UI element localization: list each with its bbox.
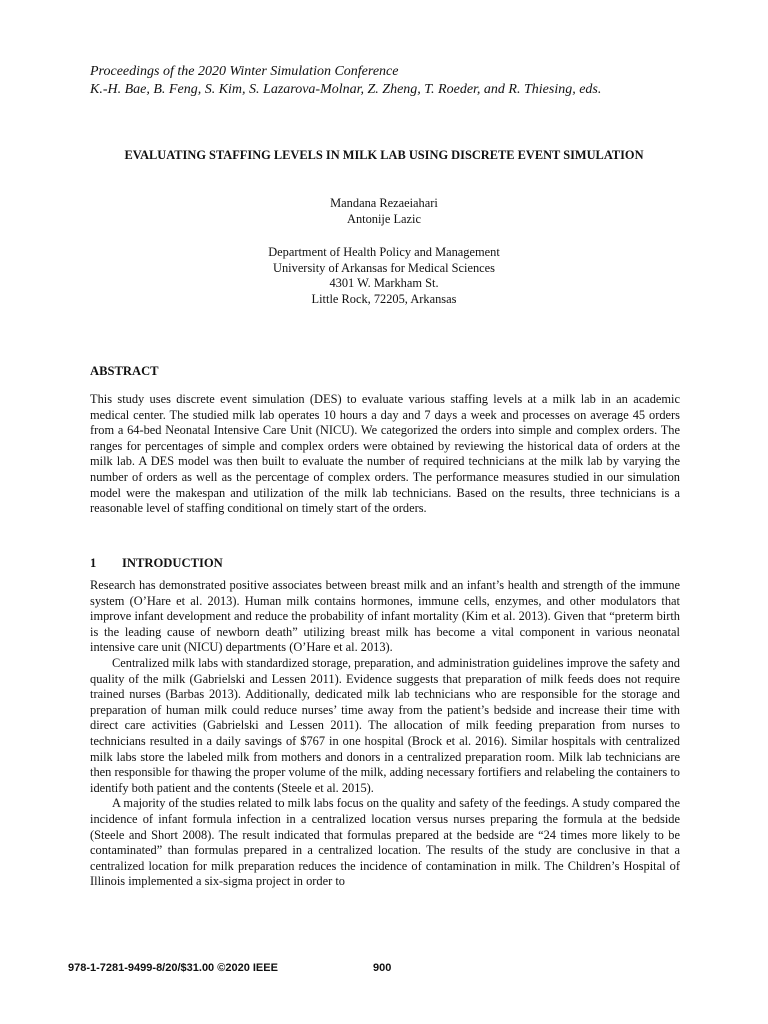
- affiliation-block: [184, 245, 584, 307]
- author-name: Mandana Rezaeiahari: [330, 196, 438, 210]
- paper-title: EVALUATING STAFFING LEVELS IN MILK LAB USING DISCRETE EVENT SIMULATION: [124, 148, 644, 162]
- abstract-heading: ABSTRACT: [90, 364, 159, 378]
- section-number: 1: [90, 556, 97, 570]
- intro-paragraph: Centralized milk labs with standardized storage, preparation, and administration guidelines improve the safety and quality of the milk (Gabrielski and Lessen 2011). Evidence suggests that preparation of milk feeds does not require trained nurses (Barbas 2013). Additionally, dedicated milk lab technicians who are responsible for the storage and preparation of human milk could reduce nurses’ time away from the patient’s bedside and increase their time with direct care activities (Gabrielski and Lessen 2011). The allocation of milk feeding preparation from nurses to technicians resulted in a daily savings of $767 in one hospital (Brock et al. 2016). Similar hospitals with centralized milk labs store the labeled milk from mothers and donors in a centralized preparation room. Milk lab technicians are then responsible for thawing the proper volume of the milk, adding necessary fortifiers and relabeling the containers to identify both patient and the contents (Steele et al. 2015).: [90, 655, 680, 795]
- intro-paragraph: Research has demonstrated positive associates between breast milk and an infant’s health and strength of the immune system (O’Hare et al. 2013). Human milk contains hormones, immune cells, enzymes, and other modulators that improve infant development and reduce the probability of infant mortality (Kim et al. 2013). Given that “preterm birth is the leading cause of newborn death” utilizing breast milk has become a vital component in various neonatal intensive care unit (NICU) departments (O’Hare et al. 2013).: [90, 578, 680, 655]
- page-number: 900: [373, 962, 392, 974]
- affiliation-department: Department of Health Policy and Management: [268, 245, 500, 259]
- editors-line: K.-H. Bae, B. Feng, S. Kim, S. Lazarova-Molnar, Z. Zheng, T. Roeder, and R. Thiesing, eds.: [90, 82, 602, 97]
- isbn-footer: 978-1-7281-9499-8/20/$31.00 ©2020 IEEE: [68, 962, 278, 974]
- proceedings-line: Proceedings of the 2020 Winter Simulation Conference: [90, 64, 399, 79]
- affiliation-street: 4301 W. Markham St.: [329, 276, 439, 290]
- intro-paragraph: A majority of the studies related to milk labs focus on the quality and safety of the feedings. A study compared the incidence of infant formula infection in a centralized location versus nurses preparing the formula at the bedside (Steele and Short 2008). The result indicated that formulas prepared at the bedside are “24 times more likely to be contaminated” than formulas prepared in a centralized location. The results of the study are conclusive in that a centralized location for milk preparation reduces the incidence of contamination in milk. The Children’s Hospital of Illinois implemented a six-sigma project in order to: [90, 796, 680, 889]
- author-name: Antonije Lazic: [347, 211, 421, 226]
- conference-header: [90, 63, 710, 99]
- introduction-body: [90, 578, 680, 890]
- author-list: [184, 196, 584, 227]
- affiliation-university: University of Arkansas for Medical Sciences: [273, 260, 495, 275]
- introduction-heading: [90, 555, 223, 571]
- affiliation-city: Little Rock, 72205, Arkansas: [311, 291, 457, 306]
- section-title: INTRODUCTION: [122, 556, 223, 570]
- abstract-paragraph: This study uses discrete event simulation (DES) to evaluate various staffing levels at a milk lab in an academic medical center. The studied milk lab operates 10 hours a day and 7 days a week and processes on average 45 orders from a 64-bed Neonatal Intensive Care Unit (NICU). We categorized the orders into simple and complex orders. The ranges for percentages of simple and complex orders were obtained by reviewing the historical data of orders at the milk lab. A DES model was then built to evaluate the number of required technicians at the milk lab by varying the number of orders as well as the percentage of complex orders. The performance measures studied in our simulation model were the makespan and utilization of the milk lab technicians. Based on the results, three technicians is a reasonable level of staffing conditional on timely start of the orders.: [90, 392, 680, 516]
- abstract-body: [90, 392, 680, 517]
